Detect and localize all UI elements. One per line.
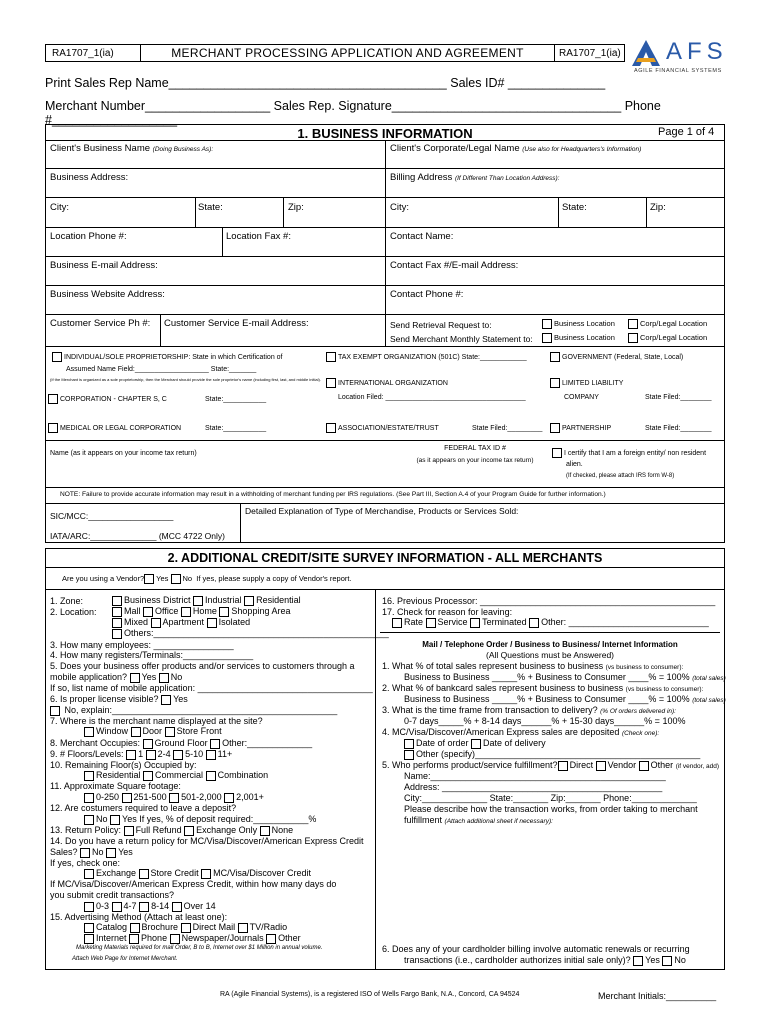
billing-address-label: Billing Address (If Different Than Location Address): <box>390 172 560 183</box>
individual-option[interactable]: INDIVIDUAL/SOLE PROPRIETORSHIP: State in which Certification of <box>52 352 283 362</box>
r3-answer[interactable]: 0-7 days_____% + 8-14 days______% + 15-30 days______% = 100% <box>404 716 686 726</box>
display-options[interactable]: Window Door Store Front <box>84 726 222 737</box>
deposit-date-options[interactable]: Date of order Date of delivery <box>404 738 546 749</box>
monthly-label: Send Merchant Monthly Statement to: <box>390 334 533 344</box>
describe-transaction: Please describe how the transaction works, from order taking to merchant <box>404 804 698 814</box>
rep-name-field[interactable]: Print Sales Rep Name________________________________________ <box>45 76 447 90</box>
business-address-label: Business Address: <box>50 172 129 183</box>
attach-note: Attach Web Page for Internet Merchant. <box>72 956 178 962</box>
mail-order-subtitle: (All Questions must be Answered) <box>485 650 615 660</box>
statement-business-location[interactable]: Business Location <box>542 333 615 343</box>
irs-note: NOTE: Failure to provide accurate information may result in a withholding of merchant funding per IRS regulations. (See Part III, Section A.4 of your Program Guide for further information.) <box>60 491 606 498</box>
page-number: Page 1 of 4 <box>658 126 715 138</box>
q8-occupies: 8. Merchant Occupies: Ground Floor Other:_____________ <box>50 738 313 748</box>
vendor-yes-checkbox[interactable] <box>144 574 154 584</box>
q1-zone: 1. Zone: <box>50 596 84 606</box>
llc-state-filed[interactable]: State Filed:________ <box>645 394 712 401</box>
rep-line <box>45 76 605 90</box>
business-name-label: Client's Business Name (Doing Business As): <box>50 143 214 154</box>
tax-exempt-option[interactable]: TAX EXEMPT ORGANIZATION (501C) State:____________ <box>326 352 527 362</box>
merchant-number-field[interactable]: Merchant Number__________________ <box>45 99 271 113</box>
logo-subtitle: AGILE FINANCIAL SYSTEMS <box>634 68 722 74</box>
corporation-option[interactable]: CORPORATION - CHAPTER S, C <box>48 394 167 404</box>
r1-answer[interactable]: Business to Business _____% + Business to Consumer ____% = 100% (total sales) <box>404 672 726 682</box>
contact-name-label: Contact Name: <box>390 231 454 242</box>
location-fax-label: Location Fax #: <box>226 231 291 242</box>
r6-question: 6. Does any of your cardholder billing involve automatic renewals or recurring <box>382 944 690 954</box>
partnership-option[interactable]: PARTNERSHIP <box>550 423 611 433</box>
q9-floors: 9. # Floors/Levels: 1 2-4 5-10 11+ <box>50 749 233 759</box>
days-options[interactable]: 0-3 4-7 8-14 Over 14 <box>84 901 216 912</box>
association-option[interactable]: ASSOCIATION/ESTATE/TRUST <box>326 423 439 433</box>
website-label: Business Website Address: <box>50 289 165 300</box>
r3-question: 3. What is the time frame from transaction to delivery? (% Of orders delivered in): <box>382 705 676 715</box>
q5-mobile-app: mobile application? Yes No <box>50 672 183 682</box>
deposit-other[interactable]: Other (specify)_____________________________________________ <box>404 749 700 760</box>
q10-remaining: 10. Remaining Floor(s) Occupied by: <box>50 760 197 770</box>
remaining-options[interactable]: Residential Commercial Combination <box>84 770 268 781</box>
statement-corp-location[interactable]: Corp/Legal Location <box>628 333 707 343</box>
merchandise-explanation-label: Detailed Explanation of Type of Merchandise, Products or Services Sold: <box>245 506 519 516</box>
federal-tax-label: FEDERAL TAX ID # <box>444 445 506 452</box>
name-tax-label: Name (as it appears on your income tax return) <box>50 450 197 457</box>
zip-label: Zip: <box>288 202 304 213</box>
vendor-no-checkbox[interactable] <box>171 574 181 584</box>
rep-signature-field[interactable]: Sales Rep. Signature_________________________________ <box>273 99 622 113</box>
location-options[interactable]: Mall Office Home Shopping Area <box>112 606 290 617</box>
q17-reason: 17. Check for reason for leaving: <box>382 607 513 617</box>
q6-explain[interactable]: No, explain:_____________________________________________ <box>50 705 337 716</box>
credit-options[interactable]: Exchange Store Credit MC/Visa/Discover Credit <box>84 868 311 879</box>
vendor-address-field[interactable]: Address: ____________________________________________ <box>404 782 663 792</box>
medical-option[interactable]: MEDICAL OR LEGAL CORPORATION <box>48 423 181 433</box>
mail-order-title: Mail / Telephone Order / Business to Business/ Internet Information <box>422 640 678 649</box>
q2-location: 2. Location: <box>50 607 97 617</box>
form-code-left: RA1707_1(ia) <box>46 45 141 61</box>
r1-question: 1. What % of total sales represent business to business (vs business to consumer): <box>382 661 684 671</box>
vendor-city-field[interactable]: City:_____________ State:_______ Zip:_______ Phone:_____________ <box>404 793 697 803</box>
phone-field[interactable]: Phone #__________________ <box>45 99 661 127</box>
cs-email-label: Customer Service E-mail Address: <box>164 318 309 329</box>
q6-license: 6. Is proper license visible? Yes <box>50 694 188 704</box>
q13-return: 13. Return Policy: Full Refund Exchange Only None <box>50 825 294 835</box>
form-title: MERCHANT PROCESSING APPLICATION AND AGREEMENT <box>171 46 524 60</box>
fulfillment-label: fulfillment (Attach additional sheet if necessary): <box>404 815 553 825</box>
individual-note: (If the Merchant is organized as a sole proprietorship, then the Merchant should provide the sole proprietor's name (including first, last, and middle initial). <box>50 377 321 382</box>
afs-logo-icon <box>632 40 660 66</box>
q11-sqft: 11. Approximate Square footage: <box>50 781 181 791</box>
medical-state[interactable]: State:___________ <box>205 425 267 432</box>
corporate-name-label: Client's Corporate/Legal Name (Use also for Headquarters's Information) <box>390 143 642 154</box>
q5-mobile: 5. Does your business offer products and/or services to customers through a <box>50 661 355 671</box>
foreign-entity-option[interactable]: I certify that I am a foreign entity/ non resident <box>552 448 706 458</box>
vendor-question: Are you using a Vendor? Yes No If yes, please supply a copy of Vendor's report. <box>62 574 352 583</box>
deposit-options[interactable]: No Yes If yes, % of deposit required:___________% <box>84 814 316 825</box>
foreign-note: (If checked, please attach IRS form W-8) <box>566 473 675 479</box>
location-others[interactable]: Others:_______________________________________________ <box>112 628 389 639</box>
merchant-line <box>45 99 770 127</box>
iata-field[interactable]: IATA/ARC:______________ (MCC 4722 Only) <box>50 531 225 541</box>
afs-logo <box>632 40 742 80</box>
location-phone-label: Location Phone #: <box>50 231 127 242</box>
assumed-name-field[interactable]: Assumed Name Field:___________________ State:_______ <box>66 366 257 373</box>
location-options-2[interactable]: Mixed Apartment Isolated <box>112 617 250 628</box>
federal-tax-note: (as it appears on your income tax return) <box>416 457 534 464</box>
footer-text: RA (Agile Financial Systems), is a registered ISO of Wells Fargo Bank, N.A., Concord, CA 94524 <box>220 991 520 998</box>
q3-employees[interactable]: 3. How many employees: ________________ <box>50 640 234 650</box>
q14-credit-policy: 14. Do you have a return policy for MC/Visa/Discover/American Express Credit <box>50 836 364 846</box>
sqft-options[interactable]: 0-250 251-500 501-2,000 2,001+ <box>84 792 264 803</box>
billing-state-label: State: <box>562 202 587 213</box>
government-option[interactable]: GOVERNMENT (Federal, State, Local) <box>550 352 683 362</box>
marketing-note: Marketing Materials required for mail Order, B to B, Internet over $1 Million in annual volume. <box>76 945 323 951</box>
international-option[interactable]: INTERNATIONAL ORGANIZATION <box>326 378 448 388</box>
company-label: COMPANY <box>564 394 599 401</box>
r4-question: 4. MC/Visa/Discover/American Express sales are deposited (Check one): <box>382 727 660 737</box>
sales-id-field[interactable]: Sales ID# ______________ <box>450 76 606 90</box>
q14-sales: Sales? No Yes <box>50 847 133 857</box>
location-filed-field[interactable]: Location Filed: ____________________________________ <box>338 394 526 401</box>
contact-phone-label: Contact Phone #: <box>390 289 464 300</box>
llc-option[interactable]: LIMITED LIABILITY <box>550 378 623 388</box>
business-email-label: Business E-mail Address: <box>50 260 158 271</box>
logo-text: AFS <box>666 38 728 65</box>
vendor-name-field[interactable]: Name:_______________________________________________ <box>404 771 666 781</box>
zone-options[interactable]: Business District Industrial Residential <box>112 595 301 606</box>
city-label: City: <box>50 202 69 213</box>
q7-display: 7. Where is the merchant name displayed at the site? <box>50 716 263 726</box>
retrieval-corp-location[interactable]: Corp/Legal Location <box>628 319 707 329</box>
advertising-options-1[interactable]: Catalog Brochure Direct Mail TV/Radio <box>84 922 287 933</box>
q16-previous-processor[interactable]: 16. Previous Processor: _______________________________________________ <box>382 596 716 606</box>
q14-submit: you submit credit transactions? <box>50 890 175 900</box>
contact-fax-label: Contact Fax #/E-mail Address: <box>390 260 519 271</box>
r5-question: 5. Who performs product/service fulfillment? Direct Vendor Other (if vendor, add) <box>382 760 720 770</box>
retrieval-business-location[interactable]: Business Location <box>542 319 615 329</box>
merchant-initials-field[interactable]: Merchant Initials:__________ <box>598 991 717 1001</box>
partnership-state-filed[interactable]: State Filed:________ <box>645 425 712 432</box>
cs-phone-label: Customer Service Ph #: <box>50 318 151 329</box>
section2-title: 2. ADDITIONAL CREDIT/SITE SURVEY INFORMATION - ALL MERCHANTS <box>167 551 603 565</box>
section1-title: 1. BUSINESS INFORMATION <box>297 126 473 141</box>
alien-label: alien. <box>566 461 583 468</box>
association-state-filed[interactable]: State Filed:_________ <box>472 425 543 432</box>
q15-advertising: 15. Advertising Method (Attach at least one): <box>50 912 228 922</box>
q5-app-name[interactable]: If so, list name of mobile application: ___________________________________ <box>50 683 373 693</box>
q4-registers[interactable]: 4. How many registers/Terminals:______________ <box>50 650 254 660</box>
q14-check-one: If yes, check one: <box>50 858 121 868</box>
form-header <box>45 44 625 62</box>
state-label: State: <box>198 202 223 213</box>
retrieval-label: Send Retrieval Request to: <box>390 320 492 330</box>
r6-answer[interactable]: transactions (i.e., cardholder authorizes initial sale only)? Yes No <box>404 955 686 965</box>
advertising-options-2[interactable]: Internet Phone Newspaper/Journals Other <box>84 933 301 944</box>
reason-options[interactable]: Rate Service Terminated Other: ____________________________ <box>392 617 709 628</box>
q14-days: If MC/Visa/Discover/American Express Credit, within how many days do <box>50 879 337 889</box>
q12-deposit: 12. Are costumers required to leave a deposit? <box>50 803 237 813</box>
corporation-state[interactable]: State:___________ <box>205 396 267 403</box>
form-code-right: RA1707_1(ia) <box>554 45 624 61</box>
billing-city-label: City: <box>390 202 409 213</box>
sic-field[interactable]: SIC/MCC:__________________ <box>50 511 174 521</box>
r2-answer[interactable]: Business to Business _____% + Business to Consumer ____% = 100% (total sales) <box>404 694 726 704</box>
billing-zip-label: Zip: <box>650 202 666 213</box>
r2-question: 2. What % of bankcard sales represent business to business (vs business to consumer): <box>382 683 704 693</box>
